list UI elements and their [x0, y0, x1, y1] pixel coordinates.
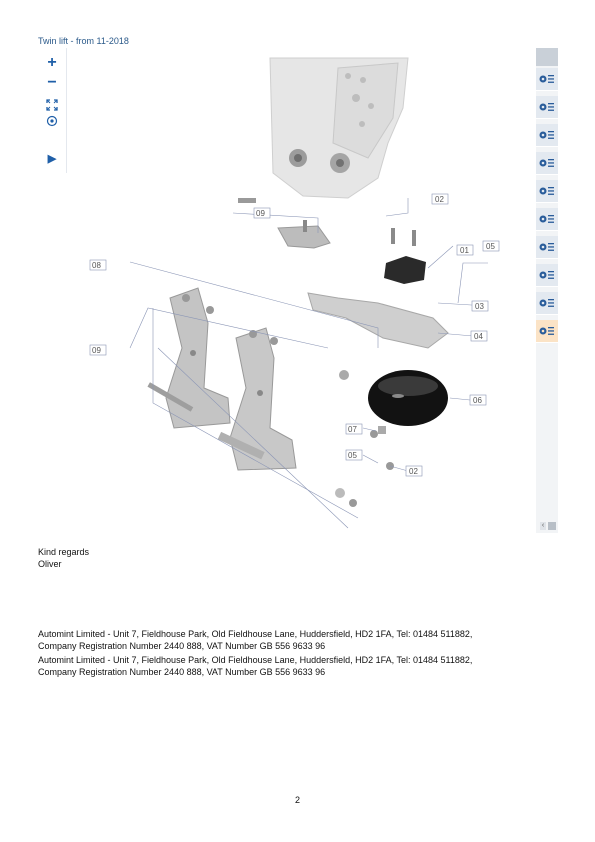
gear-list-icon [538, 157, 556, 169]
gear-list-icon [538, 185, 556, 197]
callout-03: 03 [475, 302, 484, 311]
callout-02-top: 02 [435, 195, 444, 204]
sidebar-item-1[interactable] [536, 68, 558, 91]
gear-list-icon [538, 73, 556, 85]
zoom-out-button[interactable]: − [47, 74, 57, 91]
signature-name: Oliver [38, 559, 62, 569]
sidebar-item-10-active[interactable] [536, 320, 558, 343]
callout-09-left: 09 [92, 346, 101, 355]
sidebar-item-4[interactable] [536, 152, 558, 175]
scroll-left-button[interactable]: ‹ [541, 522, 545, 529]
callout-04: 04 [474, 332, 483, 341]
play-button[interactable]: ▶ [47, 153, 57, 165]
rubber-mount-top [384, 256, 426, 284]
callout-07: 07 [348, 425, 357, 434]
callout-05-bottom: 05 [348, 451, 357, 460]
sidebar-item-6[interactable] [536, 208, 558, 231]
page-title: Twin lift - from 11-2018 [38, 36, 129, 46]
callout-06: 06 [473, 396, 482, 405]
target-icon [46, 115, 58, 127]
top-bolts [391, 228, 416, 246]
chassis-bracket [270, 58, 408, 198]
page-number: 2 [294, 795, 300, 805]
callout-05-top: 05 [486, 242, 495, 251]
exploded-parts-diagram [78, 48, 518, 533]
footer-address-2: Automint Limited - Unit 7, Fieldhouse Park, Old Fieldhouse Lane, Huddersfield, HD2 1FA, Tel: 01484 511882, [38, 655, 473, 665]
gear-list-icon [538, 241, 556, 253]
center-view-button[interactable] [42, 114, 62, 132]
gear-list-icon [538, 129, 556, 141]
sidebar-item-5[interactable] [536, 180, 558, 203]
sidebar-item-2[interactable] [536, 96, 558, 119]
sidebar-item-9[interactable] [536, 292, 558, 315]
gear-list-icon [538, 213, 556, 225]
scrollbar-thumb[interactable] [548, 522, 556, 530]
zoom-in-button[interactable]: + [47, 54, 57, 71]
parts-viewer [38, 48, 560, 533]
parts-list-sidebar [536, 48, 558, 533]
footer-registration-1: Company Registration Number 2440 888, VAT Number GB 556 9633 96 [38, 641, 326, 651]
sidebar-header [536, 48, 558, 66]
gear-list-icon [538, 297, 556, 309]
expand-icon [46, 99, 58, 111]
callout-01: 01 [460, 246, 469, 255]
sidebar-item-8[interactable] [536, 264, 558, 287]
side-brackets [147, 288, 296, 470]
gear-list-icon [538, 269, 556, 281]
sidebar-item-7[interactable] [536, 236, 558, 259]
callout-08: 08 [92, 261, 101, 270]
mounting-clip [238, 198, 330, 248]
closing-regards: Kind regards [38, 547, 90, 557]
sidebar-item-3[interactable] [536, 124, 558, 147]
gear-list-icon [538, 325, 556, 337]
callout-02-bottom: 02 [409, 467, 418, 476]
gear-list-icon [538, 101, 556, 113]
footer-registration-2: Company Registration Number 2440 888, VAT Number GB 556 9633 96 [38, 667, 326, 677]
air-spring-bellow [368, 370, 448, 426]
callout-09-top: 09 [256, 209, 265, 218]
footer-address-1: Automint Limited - Unit 7, Fieldhouse Park, Old Fieldhouse Lane, Huddersfield, HD2 1FA, Tel: 01484 511882, [38, 629, 473, 639]
viewer-toolbar [38, 48, 67, 173]
